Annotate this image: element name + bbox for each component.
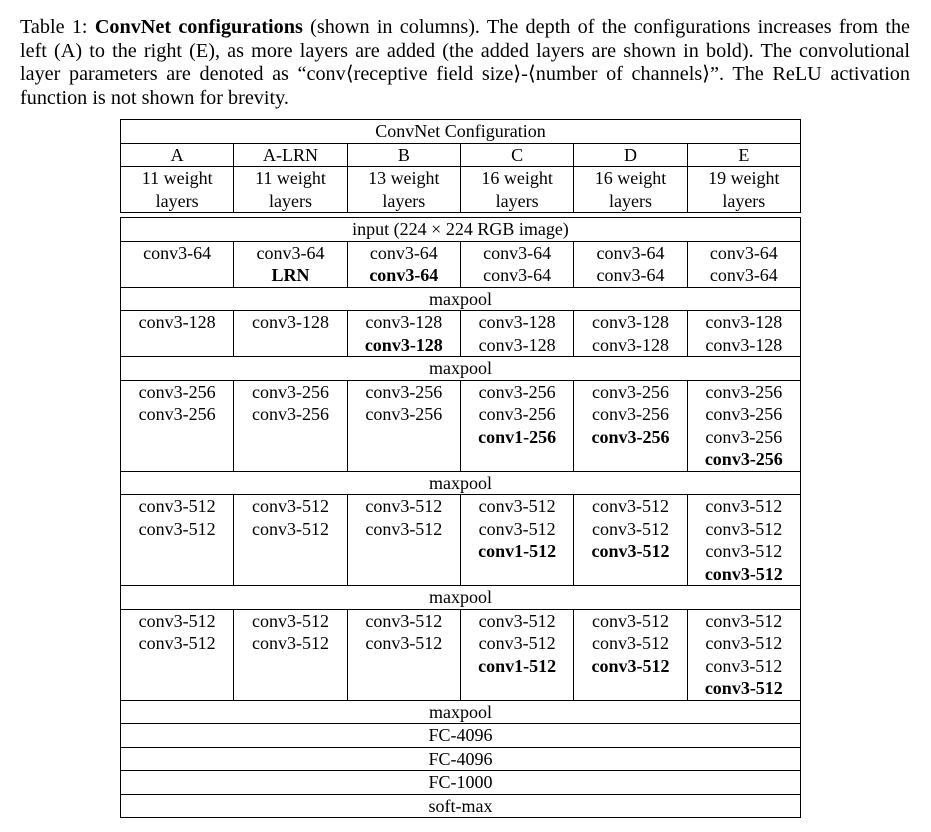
conv-block-cell — [234, 609, 347, 700]
layer-entry: conv3-256 — [138, 404, 216, 424]
column-depth — [347, 167, 460, 213]
layer-entry: conv3-256 — [478, 381, 556, 402]
layer-entry: conv3-64 — [256, 242, 325, 263]
layer-entry: conv3-512 — [365, 496, 443, 516]
conv-block-cell — [687, 495, 800, 586]
column-name: A — [121, 143, 234, 167]
layer-entry: conv3-512 — [591, 633, 669, 653]
layer-entry: conv3-256 — [365, 404, 443, 424]
layer-entry: conv3-256 — [591, 381, 669, 402]
layer-entry: conv3-512 — [365, 633, 443, 653]
conv-block-cell — [347, 311, 460, 357]
layer-entry: conv3-256 — [591, 426, 670, 447]
layer-entry: conv3-512 — [705, 518, 783, 539]
conv-block-cell — [687, 241, 800, 287]
layer-entry: conv3-128 — [705, 312, 783, 332]
conv-block-cell — [687, 311, 800, 357]
layer-entry: conv3-512 — [138, 610, 216, 631]
column-depth — [234, 167, 347, 213]
layer-entry: conv1-512 — [478, 541, 557, 561]
layer-entry: conv3-128 — [478, 334, 556, 355]
layer-entry: conv3-512 — [138, 496, 216, 516]
layer-entry: conv3-256 — [705, 426, 783, 447]
column-depth — [574, 167, 687, 213]
conv-block-cell — [460, 380, 573, 471]
conv-block-cell — [121, 495, 234, 586]
depth-line: layers — [495, 190, 539, 211]
caption-text: (shown in columns). The depth of the configurations increases from the left (A) to the right (E), as more layers are added (the added layers are shown in bold). The convolutional layer parameters are denoted as “conv⟨receptive field size⟩-⟨number of channels⟩”. The ReLU activation function is not shown for brevity. — [20, 16, 911, 109]
layer-entry: conv3-128 — [478, 312, 556, 332]
layer-entry: conv3-256 — [252, 404, 329, 424]
conv-block-cell — [687, 380, 800, 471]
depth-line: layers — [608, 190, 652, 211]
layer-entry: conv3-512 — [591, 610, 669, 631]
layer-entry: conv3-512 — [252, 496, 329, 516]
conv-block-cell — [234, 380, 347, 471]
layer-entry: conv3-512 — [252, 633, 329, 653]
layer-entry: conv3-64 — [483, 265, 552, 285]
layer-entry: conv3-512 — [705, 655, 783, 676]
column-name: C — [460, 143, 573, 167]
conv-block-cell — [121, 311, 234, 357]
layer-entry: conv3-128 — [252, 312, 329, 332]
layer-entry: conv3-256 — [252, 381, 329, 402]
caption-title: ConvNet configurations — [94, 16, 303, 38]
layer-entry: conv3-256 — [704, 449, 783, 469]
layer-entry: conv3-64 — [143, 242, 212, 263]
depth-line: 11 weight — [141, 168, 213, 188]
layer-entry: conv3-128 — [591, 312, 669, 332]
fc-row: FC-4096 — [121, 724, 801, 748]
layer-entry: conv3-512 — [591, 541, 670, 561]
layer-entry: conv3-512 — [365, 518, 443, 539]
maxpool-row: maxpool — [121, 700, 801, 724]
conv-block-cell — [574, 241, 687, 287]
layer-entry: conv3-512 — [704, 678, 783, 698]
conv-block-cell — [347, 380, 460, 471]
depth-line: 19 weight — [708, 168, 780, 188]
conv-block-row — [121, 380, 801, 471]
maxpool-row: maxpool — [121, 357, 801, 381]
conv-block-cell — [574, 495, 687, 586]
depth-line: 16 weight — [481, 168, 553, 188]
layer-entry: conv3-128 — [705, 334, 783, 355]
conv-block-cell — [574, 311, 687, 357]
conv-block-cell — [121, 380, 234, 471]
conv-block-cell — [234, 311, 347, 357]
conv-block-cell — [121, 241, 234, 287]
conv-block-cell — [121, 609, 234, 700]
layer-entry: conv3-512 — [591, 655, 670, 676]
layer-entry: conv3-512 — [478, 610, 556, 631]
layer-entry: conv3-256 — [138, 381, 216, 402]
softmax-row: soft-max — [121, 794, 801, 818]
depth-line: 16 weight — [594, 168, 667, 188]
column-depth — [121, 167, 234, 213]
layer-entry: conv3-512 — [705, 633, 783, 653]
conv-block-row — [121, 241, 801, 287]
conv-block-row — [121, 495, 801, 586]
table-caption — [20, 16, 910, 110]
conv-block-cell — [460, 241, 573, 287]
column-name: D — [574, 143, 687, 167]
layer-entry: conv3-512 — [138, 518, 216, 539]
depth-line: layers — [155, 190, 199, 211]
depth-line: layers — [382, 190, 426, 211]
maxpool-row: maxpool — [121, 471, 801, 495]
depth-line: 13 weight — [368, 168, 440, 188]
conv-block-cell — [347, 495, 460, 586]
conv-block-cell — [687, 609, 800, 700]
column-depth — [460, 167, 573, 213]
caption-label: Table 1: — [20, 16, 88, 38]
layer-entry: conv3-256 — [705, 381, 783, 402]
conv-block-cell — [574, 609, 687, 700]
layer-entry: conv3-512 — [591, 518, 669, 539]
column-depth — [687, 167, 800, 213]
depth-line: 11 weight — [255, 168, 326, 188]
layer-entry: conv3-256 — [705, 404, 783, 424]
conv-block-row — [121, 311, 801, 357]
layer-entry: conv3-512 — [252, 518, 329, 539]
depth-line: layers — [269, 190, 312, 211]
table-header: ConvNet Configuration — [121, 120, 801, 144]
layer-entry: conv3-512 — [705, 496, 783, 516]
layer-entry: conv3-64 — [596, 242, 665, 263]
layer-entry: conv3-512 — [478, 633, 556, 653]
column-name: A-LRN — [234, 143, 347, 167]
layer-entry: conv3-256 — [478, 404, 556, 424]
layer-entry: conv3-512 — [705, 541, 783, 561]
layer-entry: conv3-512 — [478, 496, 556, 516]
layer-entry: conv3-64 — [483, 242, 552, 263]
conv-block-cell — [574, 380, 687, 471]
conv-block-row — [121, 609, 801, 700]
layer-entry: LRN — [271, 265, 310, 285]
layer-entry: conv3-64 — [709, 265, 778, 285]
input-row: input (224 × 224 RGB image) — [121, 218, 801, 242]
maxpool-row: maxpool — [121, 287, 801, 311]
layer-entry: conv3-64 — [709, 242, 778, 263]
depth-line: layers — [722, 190, 766, 211]
config-header-table — [120, 119, 801, 213]
conv-block-cell — [460, 311, 573, 357]
column-name: E — [687, 143, 800, 167]
layer-entry: conv3-512 — [138, 633, 216, 653]
fc-row: FC-4096 — [121, 747, 801, 771]
layer-entry: conv3-128 — [364, 334, 443, 355]
layer-entry: conv3-128 — [591, 334, 669, 355]
layer-entry: conv3-256 — [365, 381, 443, 402]
layer-entry: conv3-512 — [591, 496, 669, 516]
convnet-config-table — [120, 119, 801, 818]
layer-entry: conv3-64 — [596, 265, 665, 285]
conv-block-cell — [347, 609, 460, 700]
layer-entry: conv3-512 — [252, 610, 329, 631]
column-name: B — [347, 143, 460, 167]
layer-entry: conv3-128 — [138, 312, 216, 332]
fc-row: FC-1000 — [121, 771, 801, 795]
conv-block-cell — [460, 609, 573, 700]
maxpool-row: maxpool — [121, 586, 801, 610]
layer-entry: conv3-512 — [705, 610, 783, 631]
conv-block-cell — [234, 495, 347, 586]
conv-block-cell — [234, 241, 347, 287]
layer-entry: conv3-64 — [369, 242, 438, 263]
config-body-table — [120, 217, 801, 818]
layer-entry: conv3-512 — [478, 518, 556, 539]
layer-entry: conv3-128 — [365, 312, 443, 332]
layer-entry: conv3-64 — [369, 265, 439, 285]
conv-block-cell — [347, 241, 460, 287]
layer-entry: conv3-256 — [591, 404, 669, 424]
layer-entry: conv1-512 — [478, 655, 557, 676]
layer-entry: conv3-512 — [704, 563, 783, 584]
conv-block-cell — [460, 495, 573, 586]
layer-entry: conv1-256 — [478, 426, 557, 447]
layer-entry: conv3-512 — [365, 610, 443, 631]
